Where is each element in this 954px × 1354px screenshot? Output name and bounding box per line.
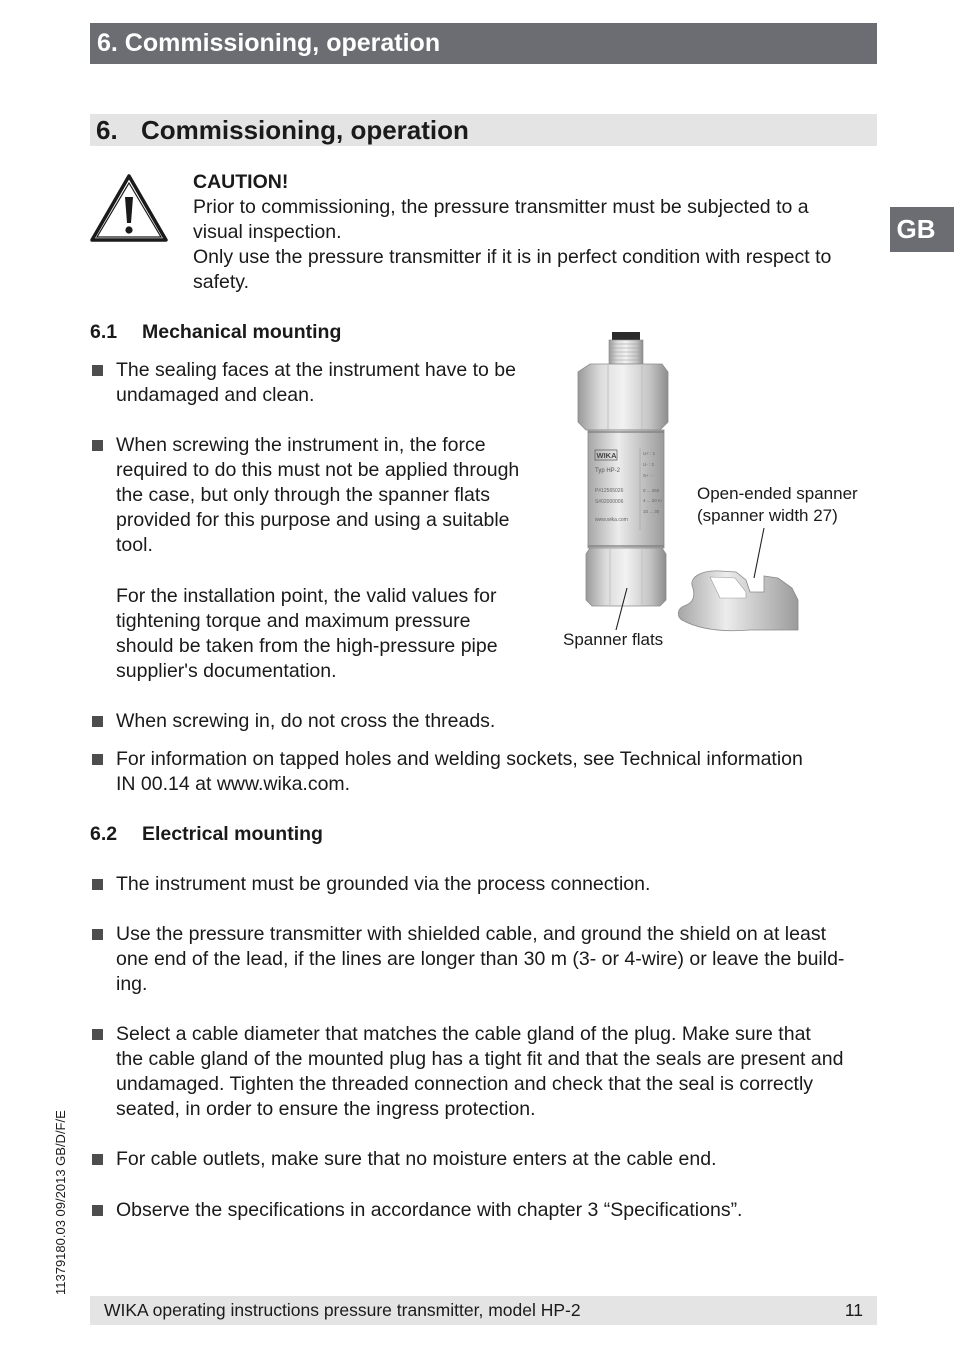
bullet-square-icon bbox=[92, 440, 103, 451]
list-item-line: The sealing faces at the instrument have to be bbox=[116, 359, 516, 381]
bullet-square-icon bbox=[92, 716, 103, 727]
subsection-number: 6.1 bbox=[90, 321, 118, 343]
device-spec: S+ : - bbox=[643, 473, 654, 478]
list-item bbox=[90, 433, 550, 558]
page-number: 11 bbox=[844, 1300, 863, 1320]
bullet-square-icon bbox=[92, 879, 103, 890]
list-item-line: Observe the specifications in accordance with chapter 3 “Specifications”. bbox=[116, 1199, 743, 1221]
connector-cap bbox=[612, 332, 640, 340]
list-item-line: ing. bbox=[116, 973, 148, 995]
list-item-line: IN 00.14 at www.wika.com. bbox=[116, 773, 351, 795]
subsection-number: 6.2 bbox=[90, 823, 118, 845]
paragraph-line: supplier's documentation. bbox=[116, 660, 337, 682]
subsection-heading-6-1 bbox=[90, 320, 341, 345]
bullet-square-icon bbox=[92, 929, 103, 940]
list-item bbox=[90, 747, 870, 797]
list-item-line: Use the pressure transmitter with shielded cable, and ground the shield on at least bbox=[116, 923, 826, 945]
running-header-title: 6. Commissioning, operation bbox=[97, 29, 441, 57]
device-serial: P#12565026 bbox=[595, 488, 624, 494]
bullet-square-icon bbox=[92, 1205, 103, 1216]
list-item-line: tool. bbox=[116, 534, 153, 556]
device-brand: WIKA bbox=[596, 451, 617, 460]
caution-line: safety. bbox=[193, 271, 249, 293]
language-tab bbox=[890, 207, 954, 252]
spanner-caption bbox=[697, 483, 858, 527]
bullet-square-icon bbox=[92, 365, 103, 376]
warning-triangle-icon bbox=[90, 173, 168, 243]
device-serial: S#02000006 bbox=[595, 499, 624, 505]
device-url: www.wika.com bbox=[595, 517, 628, 523]
device-spec: U+ : 1 bbox=[643, 451, 656, 456]
list-item-line: undamaged and clean. bbox=[116, 384, 315, 406]
list-item bbox=[90, 358, 550, 408]
list-item-line: required to do this must not be applied through bbox=[116, 459, 520, 481]
list-item-line: The instrument must be grounded via the process connection. bbox=[116, 873, 651, 895]
spanner-leader-line bbox=[754, 528, 764, 578]
list-item-line: For cable outlets, make sure that no moisture enters at the cable end. bbox=[116, 1148, 717, 1170]
paragraph-line: For the installation point, the valid values for bbox=[116, 585, 497, 607]
section-heading bbox=[90, 114, 877, 146]
device-spec: 10 ... 30 bbox=[643, 509, 660, 514]
flats-caption: Spanner flats bbox=[563, 630, 664, 649]
subsection-title: Electrical mounting bbox=[142, 823, 323, 845]
bullet-square-icon bbox=[92, 1154, 103, 1165]
spanner-flats bbox=[586, 548, 666, 606]
subsection-heading-6-2 bbox=[90, 822, 323, 847]
list-item-line: the cable gland of the mounted plug has a tight fit and that the seals are present and bbox=[116, 1048, 844, 1070]
list-item bbox=[90, 1147, 875, 1172]
caution-line: Only use the pressure transmitter if it is in perfect condition with respect to bbox=[193, 246, 832, 268]
list-item-line: one end of the lead, if the lines are longer than 30 m (3- or 4-wire) or leave the build- bbox=[116, 948, 845, 970]
footer-text: WIKA operating instructions pressure transmitter, model HP-2 bbox=[104, 1300, 581, 1320]
list-item bbox=[90, 1022, 875, 1122]
running-header bbox=[90, 23, 877, 64]
device-spec: 0 ... 250 bbox=[643, 488, 660, 493]
list-item-line: the case, but only through the spanner flats bbox=[116, 484, 490, 506]
list-item-line: When screwing in, do not cross the threads. bbox=[116, 710, 496, 732]
list-item bbox=[90, 922, 875, 997]
device-spec: U- : 2 bbox=[643, 462, 655, 467]
caption-line: (spanner width 27) bbox=[697, 506, 838, 525]
list-item-line: When screwing the instrument in, the force bbox=[116, 434, 486, 456]
list-item-line: seated, in order to ensure the ingress protection. bbox=[116, 1098, 536, 1120]
list-item bbox=[90, 1198, 875, 1223]
transmitter-figure bbox=[560, 330, 878, 660]
list-item bbox=[90, 872, 875, 897]
bullet-square-icon bbox=[92, 754, 103, 765]
subsection-title: Mechanical mounting bbox=[142, 321, 342, 343]
section-title: Commissioning, operation bbox=[141, 115, 469, 145]
caution-line: Prior to commissioning, the pressure transmitter must be subjected to a bbox=[193, 196, 809, 218]
document-code bbox=[52, 1100, 74, 1295]
caution-line: visual inspection. bbox=[193, 221, 342, 243]
list-item bbox=[90, 709, 850, 734]
caution-heading: CAUTION! bbox=[193, 171, 289, 193]
language-tab-label: GB bbox=[896, 214, 936, 244]
open-ended-spanner bbox=[678, 571, 798, 631]
paragraph-line: should be taken from the high-pressure pipe bbox=[116, 635, 498, 657]
list-item-line: Select a cable diameter that matches the cable gland of the plug. Make sure that bbox=[116, 1023, 811, 1045]
list-item-line: provided for this purpose and using a suitable bbox=[116, 509, 510, 531]
bullet-square-icon bbox=[92, 1029, 103, 1040]
list-item-line: For information on tapped holes and welding sockets, see Technical information bbox=[116, 748, 803, 770]
document-code-text: 11379180.03 09/2013 GB/D/F/E bbox=[53, 1110, 68, 1295]
top-hex-nut bbox=[578, 364, 668, 430]
caution-block bbox=[193, 170, 873, 295]
installation-paragraph bbox=[116, 584, 536, 684]
list-item-line: undamaged. Tighten the threaded connection and check that the seal is correctly bbox=[116, 1073, 814, 1095]
paragraph-line: tightening torque and maximum pressure bbox=[116, 610, 471, 632]
page-footer bbox=[90, 1296, 877, 1325]
section-number: 6. bbox=[96, 115, 118, 145]
caption-line: Open-ended spanner bbox=[697, 484, 858, 503]
device-model: Typ HP-2 bbox=[595, 468, 621, 474]
device-spec: 4 ... 20 m bbox=[643, 498, 662, 503]
